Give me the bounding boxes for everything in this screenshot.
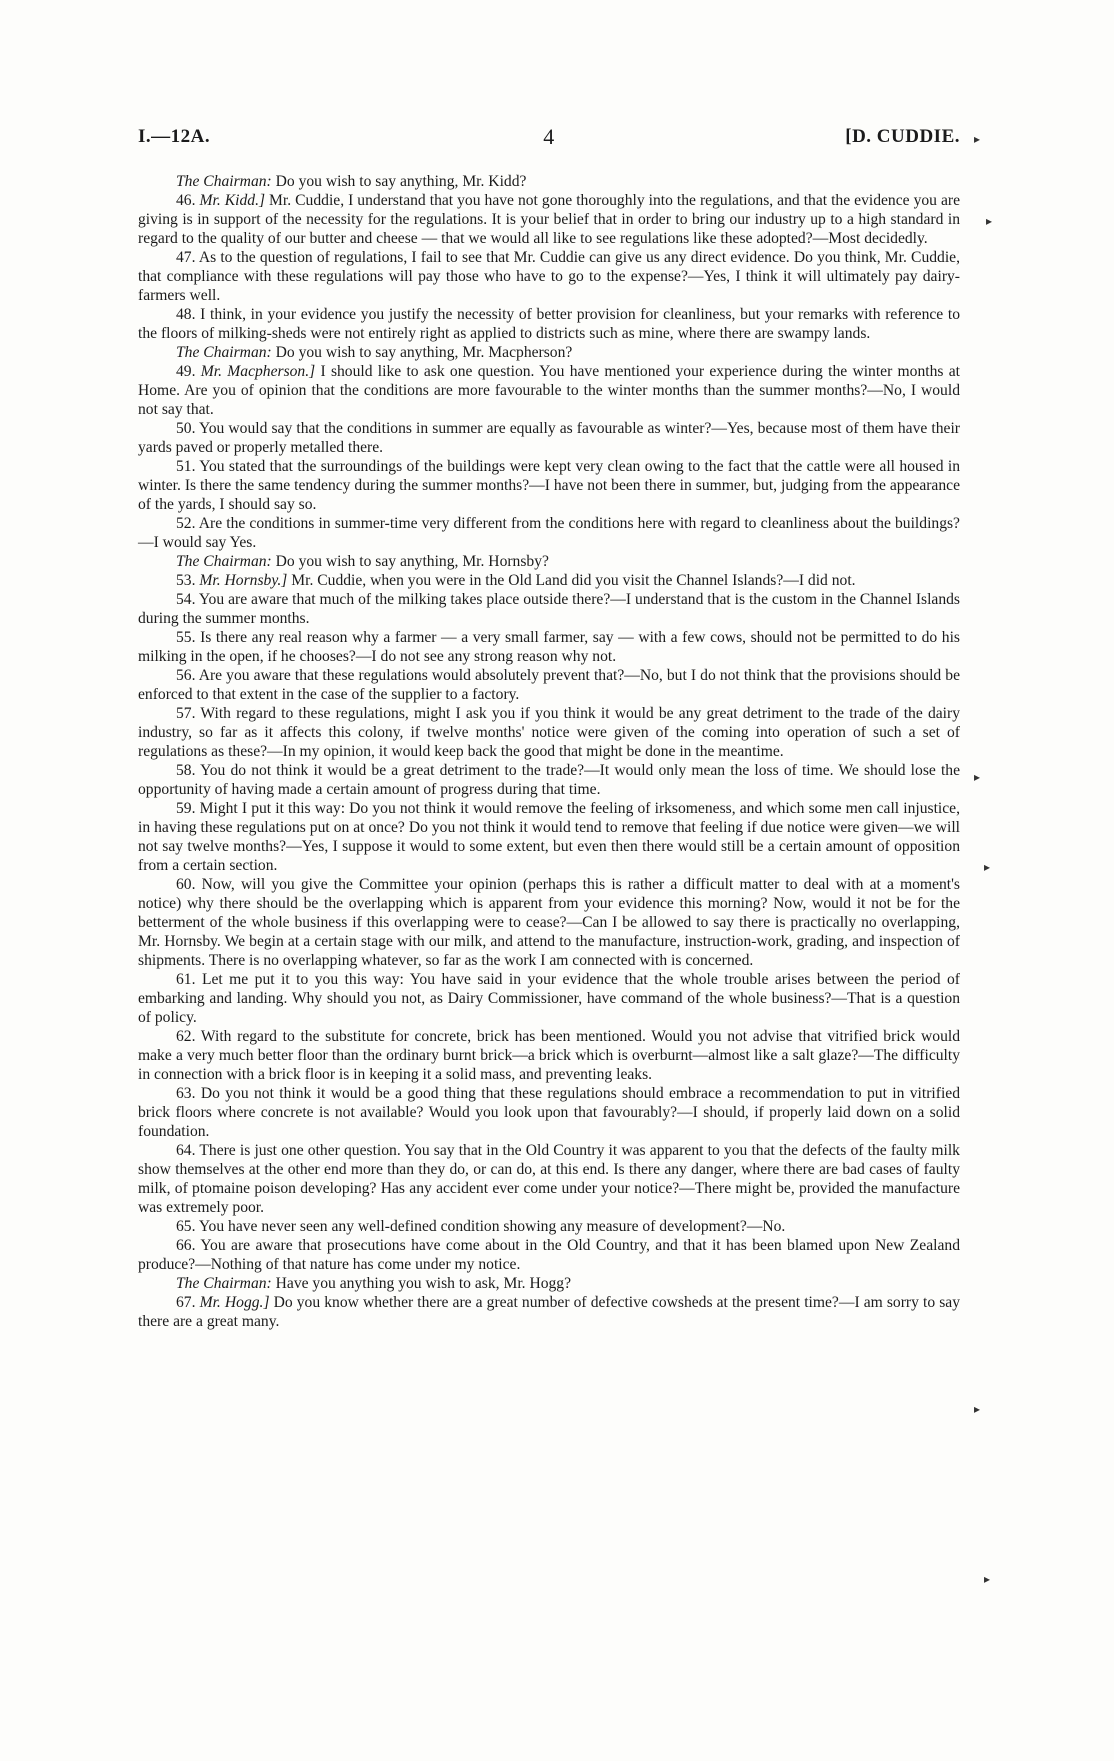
question-paragraph [138, 1084, 960, 1141]
question-number: 62. [176, 1028, 196, 1045]
question-number: 52. [176, 515, 196, 532]
question-number: 59. [176, 800, 196, 817]
question-paragraph [138, 1293, 960, 1331]
question-paragraph [138, 628, 960, 666]
question-number: 63. [176, 1085, 196, 1102]
speaker-label: The Chairman: [176, 344, 272, 361]
margin-mark: ▸ [974, 1402, 981, 1416]
question-paragraph [138, 514, 960, 552]
paragraph-text: With regard to the substitute for concrete, brick has been mentioned. Would you not advise that vitrified brick would make a very much better floor than the ordinary burnt brick—a brick which is overburnt—almost like a salt glaze?—The difficulty in connection with a brick floor is in keeping it a solid mass, and preventing leaks. [138, 1028, 960, 1083]
question-number: 57. [176, 705, 196, 722]
paragraph-text: I think, in your evidence you justify the necessity of better provision for cleanliness, but your remarks with reference to the floors of milking-sheds were not entirely right as applied to districts such as mine, where there are swampy lands. [138, 306, 960, 342]
paragraph-text: You have never seen any well-defined condition showing any measure of development?—No. [198, 1218, 786, 1235]
speaker-label: The Chairman: [176, 173, 272, 190]
question-paragraph [138, 1236, 960, 1274]
margin-mark: ▸ [984, 860, 991, 874]
question-number: 61. [176, 971, 196, 988]
question-paragraph [138, 248, 960, 305]
paragraph-text: Do you not think it would be a good thing that these regulations should embrace a recommendation to put in vitrified brick floors where concrete is not available? Would you look upon that favourably?—I should, if properly laid down on a solid foundation. [138, 1085, 960, 1140]
question-paragraph [138, 1027, 960, 1084]
question-number: 48. [176, 306, 196, 323]
chairman-paragraph [138, 552, 960, 571]
page-number: 4 [543, 124, 555, 149]
question-number: 49. [176, 363, 196, 380]
paragraph-text: Let me put it to you this way: You have said in your evidence that the whole trouble arises between the period of embarking and landing. Why should you not, as Dairy Commissioner, have command of the whole business?—That is a question of policy. [138, 971, 960, 1026]
paragraph-text: Mr. Cuddie, I understand that you have not gone thoroughly into the regulations, and that the evidence you are giving is in support of the necessity for the regulations. It is your belief that in order to bring our industry up to a high standard in regard to the quality of our butter and cheese — that we would all like to see regulations like these adopted?—Most decidedly. [138, 192, 960, 247]
speaker-label: Mr. Macpherson.] [200, 363, 316, 380]
paragraph-text: You do not think it would be a great detriment to the trade?—It would only mean the loss of time. We should lose the opportunity of having made a certain amount of progress during that time. [138, 762, 960, 798]
question-number: 56. [176, 667, 196, 684]
question-number: 53. [176, 572, 196, 589]
paragraph-text: You are aware that prosecutions have come about in the Old Country, and that it has been blamed upon New Zealand produce?—Nothing of that nature has come under my notice. [138, 1237, 960, 1273]
evidence-text [138, 172, 960, 1331]
question-paragraph [138, 666, 960, 704]
margin-mark: ▸ [986, 214, 993, 228]
question-paragraph [138, 419, 960, 457]
running-header [138, 126, 960, 156]
paragraph-text: Have you anything you wish to ask, Mr. Hogg? [271, 1275, 572, 1292]
chairman-paragraph [138, 343, 960, 362]
paragraph-text: Might I put it this way: Do you not think it would remove the feeling of irksomeness, and which some men call injustice, in having these regulations put on at once? Do you not think it would tend to remove that feeling if due notice were given—we will not say twelve months?—Yes, I suppose it would to some extent, but even then there would still be a certain amount of opposition from a certain section. [138, 800, 960, 874]
witness-name: [D. CUDDIE. [845, 126, 960, 147]
margin-mark: ▸ [974, 770, 981, 784]
question-number: 58. [176, 762, 196, 779]
paragraph-text: There is just one other question. You say that in the Old Country it was apparent to you that the defects of the faulty milk show themselves at the other end more than they do, or can do, at this end. Is there any danger, where there are bad cases of faulty milk, of ptomaine poison developing? Has any accident ever come under your notice?—There might be, provided the manufacture was extremely poor. [138, 1142, 960, 1216]
speaker-label: Mr. Hornsby.] [199, 572, 288, 589]
chairman-paragraph [138, 172, 960, 191]
question-paragraph [138, 799, 960, 875]
paragraph-text: Are you aware that these regulations would absolutely prevent that?—No, but I do not think that the provisions should be enforced to that extent in the case of the supplier to a factory. [138, 667, 960, 703]
paragraph-text: As to the question of regulations, I fail to see that Mr. Cuddie can give us any direct evidence. Do you think, Mr. Cuddie, that compliance with these regulations will pay those who have to go to the expense?—Yes, I think it will ultimately pay dairy-farmers well. [138, 249, 961, 304]
question-number: 47. [176, 249, 196, 266]
question-paragraph [138, 457, 960, 514]
question-number: 46. [176, 192, 196, 209]
question-paragraph [138, 1141, 960, 1217]
question-paragraph [138, 571, 960, 590]
question-paragraph [138, 590, 960, 628]
question-number: 50. [176, 420, 196, 437]
paragraph-text: You would say that the conditions in summer are equally as favourable as winter?—Yes, because most of them have their yards paved or properly metalled there. [138, 420, 960, 456]
question-number: 51. [176, 458, 196, 475]
question-paragraph [138, 191, 960, 248]
question-paragraph [138, 970, 960, 1027]
paragraph-text: Do you wish to say anything, Mr. Macpherson? [271, 344, 573, 361]
question-number: 55. [176, 629, 196, 646]
speaker-label: The Chairman: [176, 553, 272, 570]
question-number: 65. [176, 1218, 196, 1235]
speaker-label: Mr. Hogg.] [199, 1294, 270, 1311]
question-paragraph [138, 875, 960, 970]
paragraph-text: I should like to ask one question. You have mentioned your experience during the winter months at Home. Are you of opinion that the conditions are more favourable to the winter months than the summer months?—No, I would not say that. [138, 363, 961, 418]
paragraph-text: Do you know whether there are a great number of defective cowsheds at the present time?—I am sorry to say there are a great many. [138, 1294, 960, 1330]
paragraph-text: Are the conditions in summer-time very different from the conditions here with regard to cleanliness about the buildings?—I would say Yes. [138, 515, 960, 551]
question-number: 60. [176, 876, 196, 893]
margin-mark: ▸ [974, 132, 981, 146]
question-paragraph [138, 362, 960, 419]
question-paragraph [138, 305, 960, 343]
speaker-label: Mr. Kidd.] [199, 192, 266, 209]
question-paragraph [138, 704, 960, 761]
chairman-paragraph [138, 1274, 960, 1293]
paragraph-text: You stated that the surroundings of the buildings were kept very clean owing to the fact that the cattle were all housed in winter. Is there the same tendency during the summer months?—I have not been there in summer, but, judging from the appearance of the yards, I should say so. [138, 458, 960, 513]
question-number: 66. [176, 1237, 196, 1254]
question-paragraph [138, 761, 960, 799]
question-number: 54. [176, 591, 196, 608]
paragraph-text: Mr. Cuddie, when you were in the Old Land did you visit the Channel Islands?—I did not. [287, 572, 856, 589]
paragraph-text: Now, will you give the Committee your opinion (perhaps this is rather a difficult matter to deal with at a moment's notice) why there should be the overlapping which is apparent from your evidence this morning? Now, would it not be for the betterment of the whole business if this overlapping were to cease?—Can I be allowed to say there is practically no overlapping, Mr. Hornsby. We begin at a certain stage with our milk, and attend to the manufacture, instruction-work, grading, and inspection of shipments. There is no overlapping whatever, so far as the work I am connected with is concerned. [138, 876, 960, 969]
paragraph-text: With regard to these regulations, might I ask you if you think it would be any great detriment to the trade of the dairy industry, so far as it affects this colony, if twelve months' notice were given of the coming into operation of such a set of regulations as these?—In my opinion, it would keep back the good that might be done in the meantime. [138, 705, 960, 760]
question-number: 64. [176, 1142, 196, 1159]
paragraph-text: Do you wish to say anything, Mr. Hornsby? [271, 553, 549, 570]
question-paragraph [138, 1217, 960, 1236]
paragraph-text: Is there any real reason why a farmer — a very small farmer, say — with a few cows, should not be permitted to do his milking in the open, if he chooses?—I do not see any strong reason why not. [138, 629, 960, 665]
speaker-label: The Chairman: [176, 1275, 272, 1292]
paper-reference: I.—12A. [138, 126, 211, 147]
paragraph-text: You are aware that much of the milking takes place outside there?—I understand that is the custom in the Channel Islands during the summer months. [138, 591, 961, 627]
margin-mark: ▸ [984, 1572, 991, 1586]
paragraph-text: Do you wish to say anything, Mr. Kidd? [271, 173, 527, 190]
question-number: 67. [176, 1294, 196, 1311]
